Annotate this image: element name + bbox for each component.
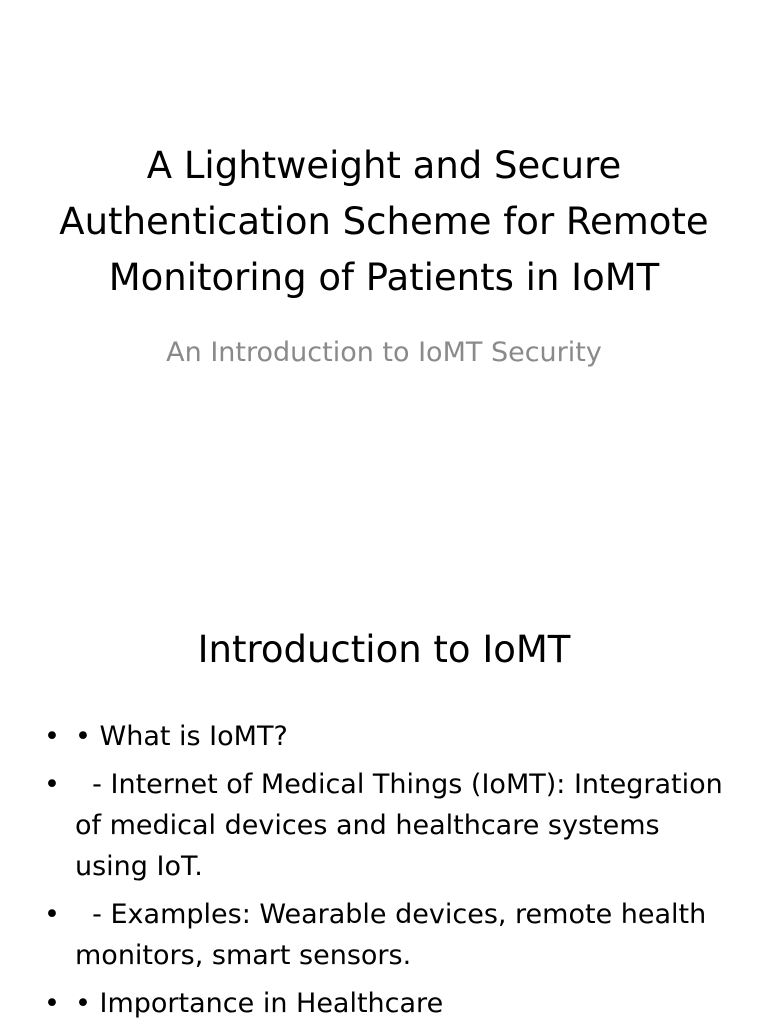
bullet-dot-icon: • bbox=[44, 988, 60, 1019]
bullet-list bbox=[38, 716, 732, 1024]
bullet-dot-icon: • bbox=[44, 769, 60, 800]
bullet-item bbox=[38, 764, 732, 887]
slide-heading: Introduction to IoMT bbox=[197, 628, 571, 671]
bullet-text: - Examples: Wearable devices, remote health monitors, smart sensors. bbox=[75, 899, 715, 971]
slide-subtitle: An Introduction to IoMT Security bbox=[166, 337, 602, 368]
bullet-dot-icon: • bbox=[44, 899, 60, 930]
bullet-text: - Internet of Medical Things (IoMT): Integration of medical devices and healthcare systems using IoT. bbox=[75, 769, 732, 882]
bullet-item bbox=[38, 983, 728, 1024]
intro-slide bbox=[0, 576, 768, 1024]
bullet-text: • What is IoMT? bbox=[75, 721, 288, 752]
bullet-dot-icon: • bbox=[44, 721, 60, 752]
bullet-item bbox=[38, 716, 728, 757]
bullet-text: • Importance in Healthcare bbox=[75, 988, 444, 1019]
slide-title: A Lightweight and Secure Authentication Scheme for Remote Monitoring of Patients in IoMT bbox=[59, 144, 709, 299]
bullet-item bbox=[38, 894, 728, 976]
